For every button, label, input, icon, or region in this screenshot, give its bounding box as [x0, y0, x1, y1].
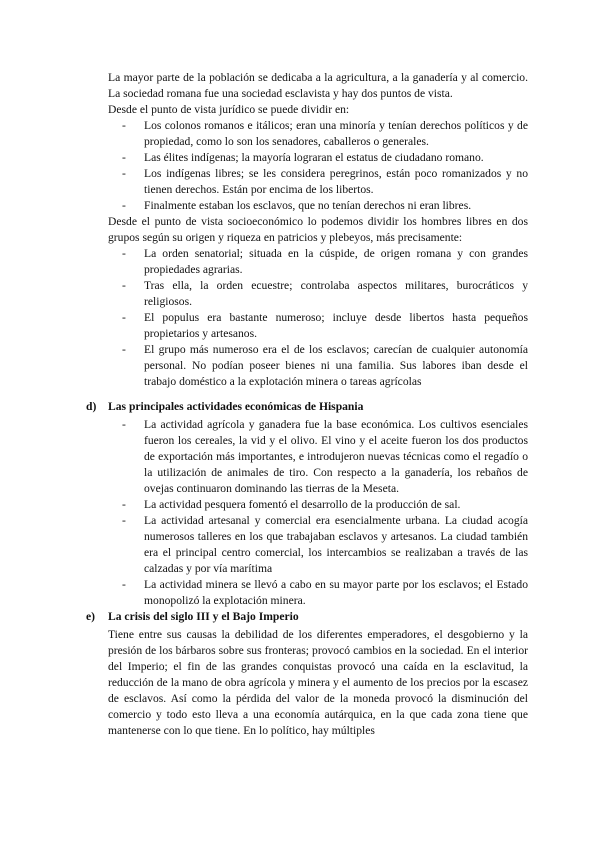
socioeconomic-classes-list — [108, 246, 528, 390]
document-page — [86, 70, 528, 739]
list-item: - La actividad agrícola y ganadera fue la base económica. Los cultivos esenciales fueron los cereales, la vid y el olivo. El vino y el aceite fueron los dos productos de exportación más importantes, e introdujeron nuevas técnicas como el regadío o la utilización de animales de tiro. Con respecto a la ganadería, los rebaños de ovejas continuaron dominando las tierras de la Meseta. — [144, 417, 528, 497]
list-item: - La actividad pesquera fomentó el desarrollo de la producción de sal. — [144, 497, 528, 513]
legal-classes-list — [108, 118, 528, 214]
section-e-title: La crisis del siglo III y el Bajo Imperio — [108, 610, 299, 623]
list-item: - La orden senatorial; situada en la cúspide, de origen romana y con grandes propiedades agrarias. — [144, 246, 528, 278]
list-item: - Tras ella, la orden ecuestre; controlaba aspectos militares, burocráticos y religiosos. — [144, 278, 528, 310]
list-item: - Las élites indígenas; la mayoría lograran el estatus de ciudadano romano. — [144, 150, 528, 166]
list-item: - El grupo más numeroso era el de los esclavos; carecían de cualquier autonomía personal. No podían poseer bienes ni una familia. Sus labores iban desde el trabajo doméstico a la explotación minera o tareas agrícolas — [144, 342, 528, 390]
list-item: - Los colonos romanos e itálicos; eran una minoría y tenían derechos políticos y de propiedad, como lo son los senadores, caballeros o generales. — [144, 118, 528, 150]
list-item: - Finalmente estaban los esclavos, que no tenían derechos ni eran libres. — [144, 198, 528, 214]
socioeconomic-intro-paragraph: Desde el punto de vista socioeconómico lo podemos dividir los hombres libres en dos grupos según su origen y riqueza en patricios y plebeyos, más precisamente: — [108, 215, 528, 244]
intro-paragraph: La mayor parte de la población se dedicaba a la agricultura, a la ganadería y al comercio. La sociedad romana fue una sociedad esclavista y hay dos puntos de vista. — [108, 71, 528, 100]
section-d-title: Las principales actividades económicas de Hispania — [108, 400, 364, 413]
list-item: - La actividad minera se llevó a cabo en su mayor parte por los esclavos; el Estado monopolizó la explotación minera. — [144, 577, 528, 609]
list-item: - El populus era bastante numeroso; incluye desde libertos hasta pequeños propietarios y artesanos. — [144, 310, 528, 342]
legal-intro-paragraph: Desde el punto de vista jurídico se puede dividir en: — [108, 103, 350, 116]
section-e-body: Tiene entre sus causas la debilidad de los diferentes emperadores, el desgobierno y la presión de los bárbaros sobre sus fronteras; provocó cambios en la sociedad. En el interior del Imperio; el fin de las grandes conquistas provocó una caída en la esclavitud, la reducción de la mano de obra agrícola y minera y el aumento de los precios por la escasez de esclavos. Así como la pérdida del valor de la moneda provocó la disminución del comercio y todo esto lleva a una economía autárquica, en la que cada zona tiene que mantenerse con lo que tiene. En lo político, hay múltiples — [108, 628, 528, 737]
list-item: - La actividad artesanal y comercial era esencialmente urbana. La ciudad acogía numerosos talleres en los que trabajaban esclavos y artesanos. La ciudad también era el principal centro comercial, los intercambios se realizaban a través de las calzadas y por vía marítima — [144, 513, 528, 577]
list-item: - Los indígenas libres; se les considera peregrinos, están poco romanizados y no tienen derechos. Están por encima de los libertos. — [144, 166, 528, 198]
section-e-heading — [86, 609, 528, 625]
economic-activities-list — [108, 417, 528, 609]
section-d-heading — [86, 399, 528, 415]
section-d-letter: d) — [86, 400, 97, 413]
section-e-letter: e) — [86, 610, 96, 623]
